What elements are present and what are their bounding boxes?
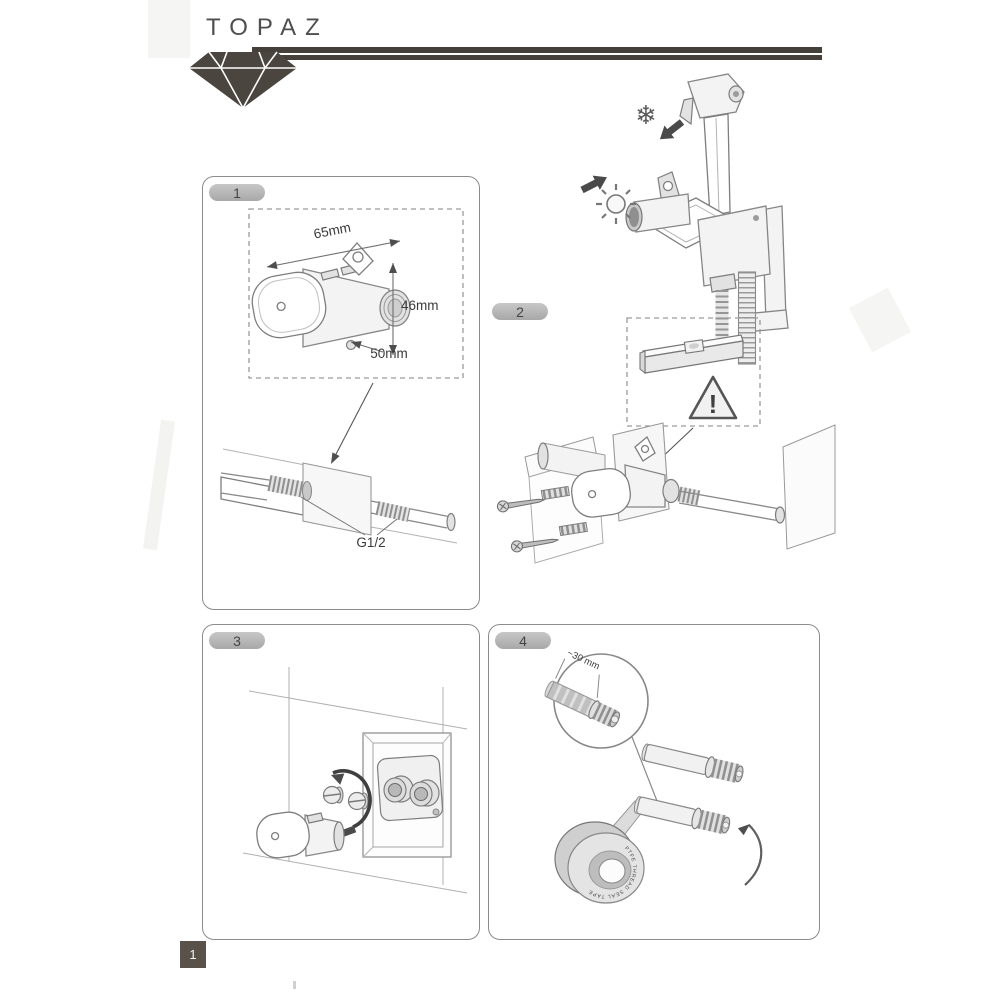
ptfe-tape-roll [555,822,644,903]
brand-title: TOPAZ [206,14,329,41]
valve-cover [254,810,344,861]
scan-artifact [849,288,911,353]
step-panel-4 [488,624,820,940]
tape-roll-text: PTFE THREAD SEAL TAPE [587,845,638,900]
cold-flow-arrow-icon [655,116,687,146]
leader-arrow [327,383,373,466]
extension-nipple [640,741,745,785]
detail-dimension-label: ~30 mm [565,647,602,673]
step-badge-3 [209,632,265,649]
step-badge-2 [492,303,548,320]
inlet-fitting [626,172,690,232]
dimension-50mm [350,338,408,361]
svg-text:65mm: 65mm [312,219,352,242]
diamond-icon [183,44,303,112]
step-panel-3 [202,624,480,940]
header-rule-bottom [252,55,822,61]
step-badge-4 [495,632,551,649]
bidet-sprayer [680,74,744,216]
scan-artifact [293,981,296,989]
dimension-65mm [266,220,401,271]
svg-text:46mm: 46mm [401,298,439,313]
page-number [180,941,206,968]
scan-artifact [143,420,175,551]
warning-exclamation: ! [708,389,718,419]
extension-nipple [633,794,732,836]
product-overview-illustration [570,72,830,292]
magnifier-circle-icon [543,646,648,748]
thread-size-label: G1/2 [356,535,386,550]
step-panel-2 [485,295,840,615]
cover-screw [324,787,344,804]
step-badge-1 [209,184,265,201]
step-number: 3 [233,632,241,649]
page-number-value: 1 [189,947,197,962]
wall-cross-section [221,449,457,550]
step-number: 1 [233,184,241,201]
warning-triangle-icon [690,377,736,419]
step-number: 4 [519,632,527,649]
snowflake-icon: ❄ [635,101,657,131]
cover-screw [349,793,369,810]
curved-arrow-icon [738,821,761,885]
step-panel-1 [202,176,480,610]
spirit-level-icon [640,335,743,373]
sun-icon [596,184,636,224]
concealed-valve-illustration [248,243,410,350]
recessed-valve-box [363,733,451,857]
wall-mount-illustration [525,423,835,563]
svg-text:50mm: 50mm [370,346,408,361]
header-rule-top [252,47,822,53]
step-number: 2 [516,303,524,320]
